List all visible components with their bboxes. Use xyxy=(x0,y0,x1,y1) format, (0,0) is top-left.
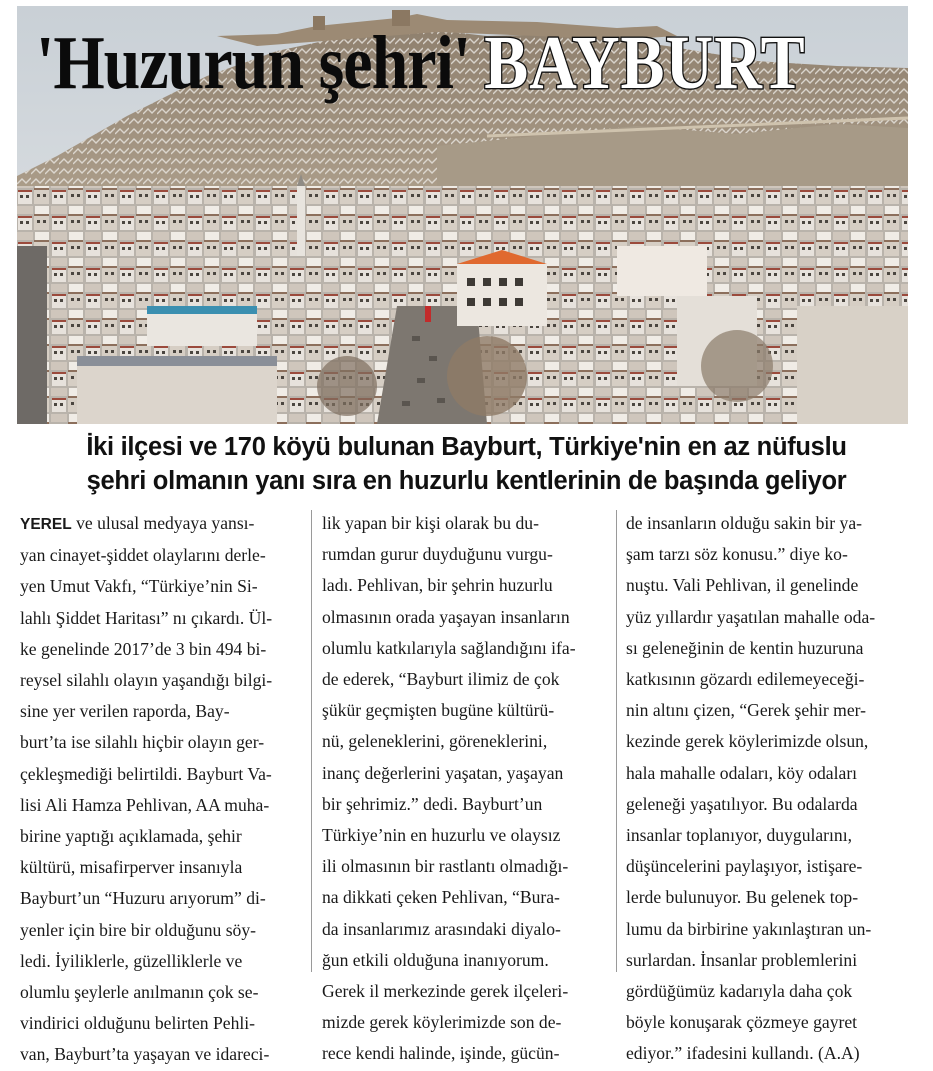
article-line: burt’ta ise silahlı hiçbir olayın ger- xyxy=(20,732,265,753)
article-line: na dikkati çeken Pehlivan, “Bura- xyxy=(322,887,560,908)
article-line: ğun etkili olduğuna inanıyorum. xyxy=(322,949,549,970)
article-line: insanlar toplanıyor, duygularını, xyxy=(626,825,853,846)
article-line: şükür geçmişten bugüne kültürü- xyxy=(322,700,555,721)
article-line: olmasının orada yaşayan insanların xyxy=(322,606,570,627)
article-line: ledi. İyiliklerle, güzelliklerle ve xyxy=(20,950,243,971)
article-line: kültürü, misafirperver insanıyla xyxy=(20,857,243,878)
article-line: surlardan. İnsanlar problemlerini xyxy=(626,949,858,970)
article-line: mizde gerek köylerimizde son de- xyxy=(322,1012,562,1033)
article-line: vindirici olduğunu belirten Pehli- xyxy=(20,1013,256,1034)
article-line-text: ve ulusal medyaya yansı- xyxy=(71,513,255,533)
article-line: bir şehrimiz.” dedi. Bayburt’un xyxy=(322,793,543,814)
article-line: reysel silahlı olayın yaşandığı bilgi- xyxy=(20,670,273,691)
article-line: lerde bulunuyor. Bu gelenek top- xyxy=(626,887,859,908)
article-line: nuştu. Vali Pehlivan, il genelinde xyxy=(626,575,859,596)
article-line: rumdan gurur duyduğunu vurgu- xyxy=(322,544,553,565)
article-line: yen Umut Vakfı, “Türkiye’nin Si- xyxy=(20,576,258,597)
article-line: düşüncelerini paylaşıyor, istişare- xyxy=(626,856,863,877)
article-column-2 xyxy=(322,508,614,1064)
headline-quote: 'Huzurun şehri' xyxy=(36,21,471,106)
article-line: yüz yıllardır yaşatılan mahalle oda- xyxy=(626,606,876,627)
article-line: çekleşmediği belirtildi. Bayburt Va- xyxy=(20,763,272,784)
article-line: lumu da birbirine yakınlaştıran un- xyxy=(626,918,872,939)
article-line: olumlu şeylerle anılmanın çok se- xyxy=(20,982,259,1003)
article-line: lik yapan bir kişi olarak bu du- xyxy=(322,513,539,533)
article-line: Gerek il merkezinde gerek ilçeleri- xyxy=(322,981,569,1002)
article-line: kezinde gerek köylerimizde olsun, xyxy=(626,731,869,752)
article-column-3 xyxy=(626,508,918,1064)
article-line: böyle konuşarak çözmeye gayret xyxy=(626,1012,858,1033)
headline xyxy=(36,12,806,116)
article-line: Bayburt’un “Huzuru arıyorum” di- xyxy=(20,888,266,909)
article-line: yenler için bire bir olduğunu söy- xyxy=(20,919,256,940)
subheadline-line-2: şehri olmanın yanı sıra en huzurlu kentlerinin de başında geliyor xyxy=(86,467,847,495)
article-line: van, Bayburt’ta yaşayan ve idareci- xyxy=(20,1044,270,1065)
article-line: nin altını çizen, “Gerek şehir mer- xyxy=(626,700,866,721)
column-divider xyxy=(616,510,617,972)
article-line: katkısının gözardı edilemeyeceği- xyxy=(626,669,865,690)
article-line: ili olmasının bir rastlantı olmadığı- xyxy=(322,856,569,877)
article-line: sine yer verilen raporda, Bay- xyxy=(20,701,230,722)
article-column-1 xyxy=(20,508,312,1065)
article-line: rece kendi halinde, işinde, gücün- xyxy=(322,1043,560,1064)
article-line: ediyor.” ifadesini kullandı. (A.A) xyxy=(626,1043,860,1064)
article-line: sı geleneğinin de kentin huzuruna xyxy=(626,637,864,658)
article-line: lisi Ali Hamza Pehlivan, AA muha- xyxy=(20,794,270,815)
lead-word: YEREL xyxy=(20,516,72,533)
article-line: gördüğümüz kadarıyla daha çok xyxy=(626,981,853,1002)
article-line: inanç değerlerini yaşatan, yaşayan xyxy=(322,762,564,783)
article-line: nü, geleneklerini, göreneklerini, xyxy=(322,731,548,752)
article-line: geleneği yaşatılıyor. Bu odalarda xyxy=(626,793,858,814)
article-line: da insanlarımız arasındaki diyalo- xyxy=(322,918,561,939)
article-line: ke genelinde 2017’de 3 bin 494 bi- xyxy=(20,638,267,659)
article-line xyxy=(20,508,312,540)
article-line: hala mahalle odaları, köy odaları xyxy=(626,762,858,783)
article-line: olumlu katkılarıyla sağlandığını ifa- xyxy=(322,637,576,658)
article-line: şam tarzı söz konusu.” diye ko- xyxy=(626,544,848,565)
article-line: yan cinayet-şiddet olaylarını derle- xyxy=(20,545,266,566)
headline-city: BAYBURT xyxy=(484,21,806,106)
article-line: de insanların olduğu sakin bir ya- xyxy=(626,513,862,533)
article-line: lahlı Şiddet Haritası” nı çıkardı. Ül- xyxy=(20,607,273,628)
article-line: birine yaptığı açıklamada, şehir xyxy=(20,826,242,847)
article-line: Türkiye’nin en huzurlu ve olaysız xyxy=(322,825,561,846)
subheadline-line-1: İki ilçesi ve 170 köyü bulunan Bayburt, Türkiye'nin en az nüfuslu xyxy=(86,433,847,461)
article-line: ladı. Pehlivan, bir şehrin huzurlu xyxy=(322,575,553,596)
subheadline xyxy=(20,430,913,498)
article-line: de ederek, “Bayburt ilimiz de çok xyxy=(322,669,560,690)
